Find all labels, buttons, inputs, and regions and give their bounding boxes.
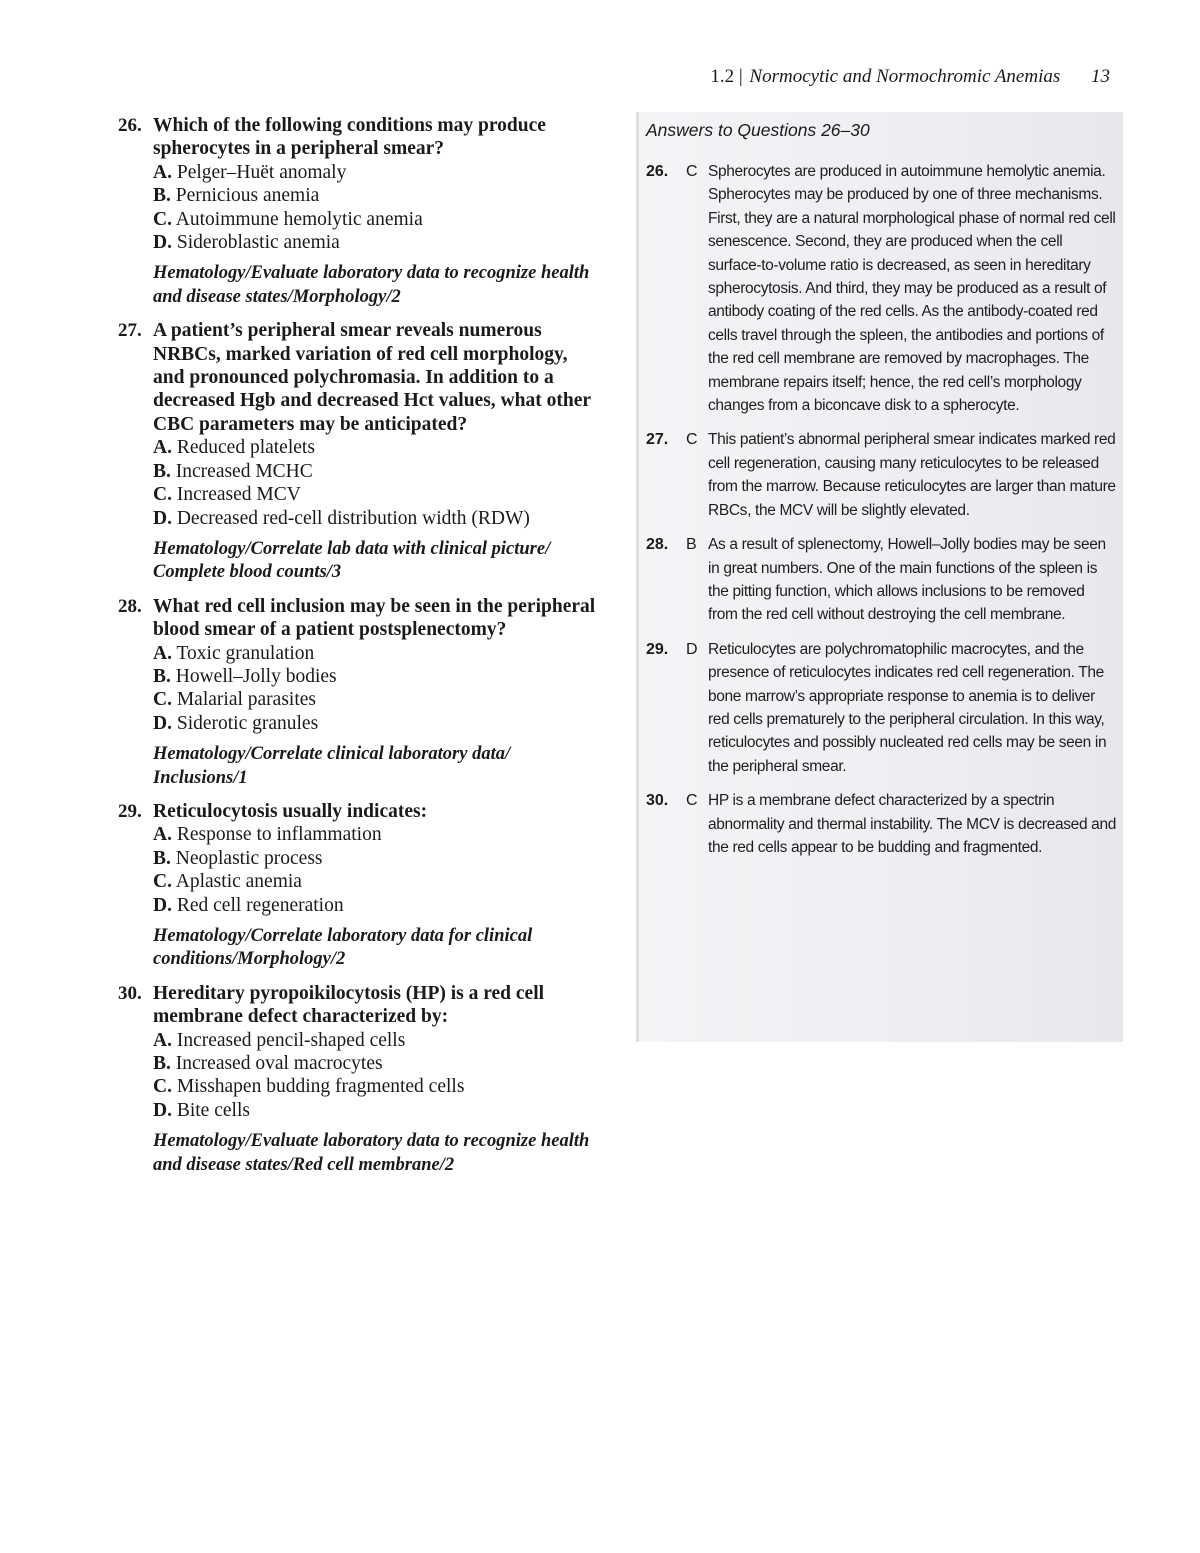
answer-letter: C: [686, 431, 698, 449]
option-text: Increased MCV: [176, 484, 301, 506]
question-number: 30.: [118, 982, 142, 1004]
option-b: [153, 184, 598, 207]
answer-letter: D: [686, 640, 698, 658]
answer-26: [646, 160, 1116, 417]
option-b: [153, 665, 598, 688]
option-letter: D.: [153, 1099, 172, 1121]
option-text: Reduced platelets: [176, 437, 315, 459]
question-number: 28.: [118, 595, 142, 617]
option-text: Autoimmune hemolytic anemia: [175, 208, 423, 230]
option-text: Malarial parasites: [176, 689, 316, 711]
option-text: Increased MCHC: [175, 460, 313, 482]
option-letter: D.: [153, 232, 172, 254]
option-c: [153, 688, 598, 711]
option-text: Increased pencil-shaped cells: [176, 1029, 406, 1051]
question-stem: Hereditary pyropoikilocytosis (HP) is a red cell membrane defect characterized by:: [153, 982, 545, 1028]
option-text: Pernicious anemia: [175, 185, 320, 207]
answer-27: [646, 428, 1116, 522]
answers-panel: [636, 112, 1123, 1042]
option-text: Aplastic anemia: [175, 871, 302, 893]
answer-letter: B: [686, 536, 697, 554]
question-stem: A patient’s peripheral smear reveals numerous NRBCs, marked variation of red cell morphology, and pronounced polychromasia. In addition to a decreased Hgb and decreased Hct values, what other CBC parameters may be anticipated?: [153, 320, 591, 435]
answer-30: [646, 789, 1116, 859]
page-number: 13: [1091, 66, 1110, 87]
option-d: [153, 507, 598, 530]
option-letter: D.: [153, 507, 172, 529]
question-30: [118, 982, 598, 1177]
answer-explanation: This patient’s abnormal peripheral smear indicates marked red cell regeneration, causing many reticulocytes to be released from the marrow. Because reticulocytes are larger than mature RBCs, the MCV will be slightly elevated.: [708, 431, 1116, 519]
option-text: Siderotic granules: [176, 712, 319, 734]
chapter-title: Normocytic and Normochromic Anemias: [749, 66, 1061, 87]
answer-number: 28.: [646, 536, 669, 554]
answer-29: [646, 638, 1116, 778]
answers-list: [646, 160, 1116, 870]
answer-number: 30.: [646, 792, 669, 810]
option-letter: C.: [153, 208, 172, 230]
question-classification: Hematology/Correlate laboratory data for clinical conditions/Morphology/2: [153, 926, 533, 970]
answer-number: 29.: [646, 640, 669, 658]
question-classification: Hematology/Evaluate laboratory data to recognize health and disease states/Morphology/2: [153, 263, 590, 307]
option-text: Neoplastic process: [175, 847, 323, 869]
option-text: Howell–Jolly bodies: [175, 665, 337, 687]
option-a: [153, 823, 598, 846]
option-letter: A.: [153, 1029, 172, 1051]
question-29: [118, 800, 598, 972]
option-letter: B.: [153, 460, 171, 482]
option-a: [153, 161, 598, 184]
option-text: Increased oval macrocytes: [175, 1053, 383, 1075]
option-a: [153, 1029, 598, 1052]
option-letter: B.: [153, 185, 171, 207]
answer-explanation: HP is a membrane defect characterized by a spectrin abnormality and thermal instability. The MCV is decreased and the red cells appear to be budding and fragmented.: [708, 792, 1116, 856]
option-text: Pelger–Huët anomaly: [176, 161, 347, 183]
option-text: Decreased red-cell distribution width (RDW): [176, 507, 530, 529]
question-number: 27.: [118, 320, 142, 342]
question-27: [118, 319, 598, 584]
questions-column: [118, 114, 598, 1187]
question-classification: Hematology/Correlate clinical laboratory data/ Inclusions/1: [153, 744, 511, 788]
running-head: [710, 66, 1110, 88]
option-c: [153, 208, 598, 231]
option-d: [153, 1099, 598, 1122]
option-letter: C.: [153, 484, 172, 506]
option-letter: A.: [153, 824, 172, 846]
answer-explanation: As a result of splenectomy, Howell–Jolly bodies may be seen in great numbers. One of the main functions of the spleen is the pitting function, which allows inclusions to be removed from the red cell without destroying the cell membrane.: [708, 536, 1106, 624]
question-stem: Reticulocytosis usually indicates:: [153, 800, 428, 822]
answers-title: Answers to Questions 26–30: [646, 120, 870, 140]
option-text: Misshapen budding fragmented cells: [176, 1076, 465, 1098]
option-d: [153, 712, 598, 735]
answer-explanation: Reticulocytes are polychromatophilic macrocytes, and the presence of reticulocytes indicates red cell regeneration. The bone marrow’s appropriate response to anemia is to deliver red cells prematurely to the peripheral circulation. In this way, reticulocytes and possibly nucleated red cells may be seen in the peripheral smear.: [708, 640, 1107, 775]
option-d: [153, 894, 598, 917]
answer-number: 26.: [646, 163, 669, 180]
option-letter: D.: [153, 712, 172, 734]
option-b: [153, 1052, 598, 1075]
option-letter: B.: [153, 1053, 171, 1075]
question-28: [118, 595, 598, 790]
option-text: Sideroblastic anemia: [176, 232, 340, 254]
answer-28: [646, 533, 1116, 627]
question-stem: Which of the following conditions may produce spherocytes in a peripheral smear?: [153, 115, 546, 160]
section-number: 1.2 |: [710, 66, 743, 87]
option-c: [153, 483, 598, 506]
option-c: [153, 870, 598, 893]
option-letter: A.: [153, 642, 172, 664]
question-number: 26.: [118, 115, 142, 136]
option-letter: B.: [153, 665, 171, 687]
option-text: Bite cells: [176, 1099, 250, 1121]
option-text: Response to inflammation: [176, 824, 382, 846]
question-number: 29.: [118, 800, 142, 822]
answer-letter: C: [686, 163, 698, 180]
option-letter: D.: [153, 894, 172, 916]
option-letter: B.: [153, 847, 171, 869]
option-a: [153, 642, 598, 665]
question-classification: Hematology/Evaluate laboratory data to recognize health and disease states/Red cell membrane/2: [153, 1131, 590, 1175]
question-stem: What red cell inclusion may be seen in the peripheral blood smear of a patient postsplenectomy?: [153, 595, 596, 641]
option-c: [153, 1075, 598, 1098]
answer-number: 27.: [646, 431, 669, 449]
option-letter: C.: [153, 1076, 172, 1098]
option-text: Red cell regeneration: [176, 894, 344, 916]
option-letter: C.: [153, 689, 172, 711]
option-letter: A.: [153, 161, 172, 183]
option-letter: A.: [153, 437, 172, 459]
answer-letter: C: [686, 792, 698, 810]
option-letter: C.: [153, 871, 172, 893]
option-b: [153, 847, 598, 870]
option-b: [153, 460, 598, 483]
question-26: [118, 114, 598, 309]
option-d: [153, 231, 598, 254]
option-a: [153, 436, 598, 459]
option-text: Toxic granulation: [176, 642, 315, 664]
question-classification: Hematology/Correlate lab data with clinical picture/ Complete blood counts/3: [153, 538, 551, 583]
answer-explanation: Spherocytes are produced in autoimmune hemolytic anemia. Spherocytes may be produced by one of three mechanisms. First, they are a natural morphological phase of normal red cell senescence. Second, they are produced when the cell surface-to-volume ratio is decreased, as seen in hereditary spherocytosis. And third, they may be produced as a result of antibody coating of the red cells. As the antibody-coated red cells travel through the spleen, the antibodies and portions of the red cell membrane are removed by macrophages. The membrane repairs itself; hence, the red cell’s morphology changes from a biconcave disk to a spherocyte.: [708, 163, 1116, 415]
